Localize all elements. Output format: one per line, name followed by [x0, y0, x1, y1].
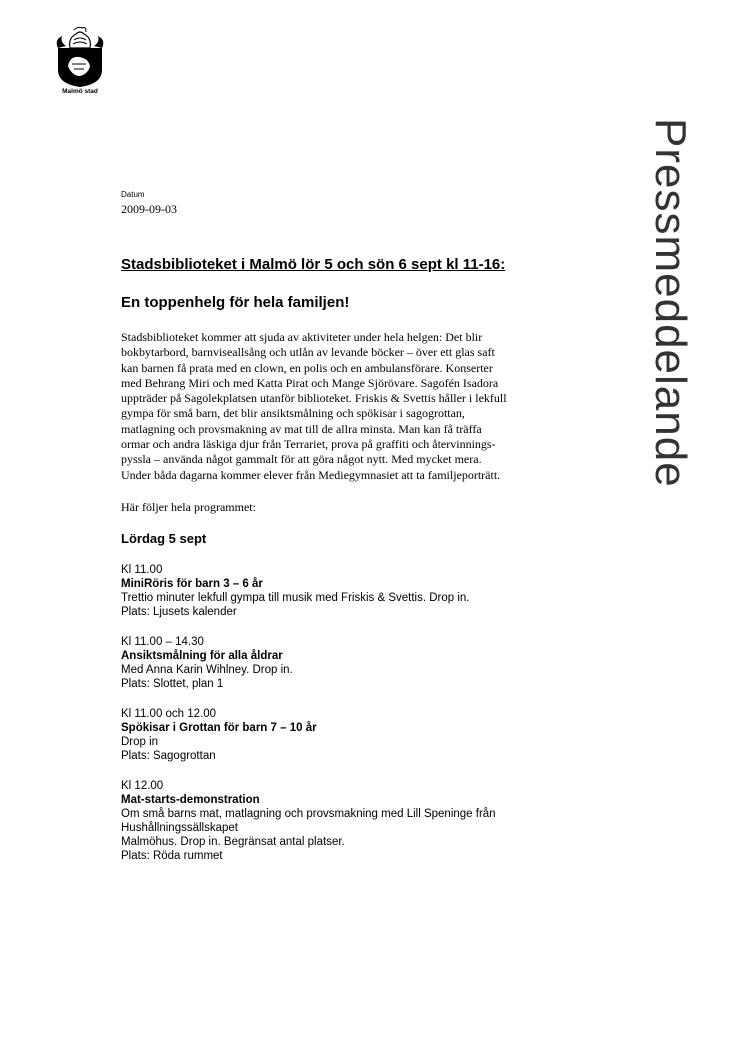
event-detail: Drop in [121, 735, 159, 748]
lead-line: ormar och andra läskiga djur från Terrariet, prova på graffiti och återvinnings- [121, 437, 496, 452]
program-intro: Här följer hela programmet: [121, 499, 256, 514]
date-label: Datum [121, 190, 145, 199]
city-coat-of-arms-icon [52, 26, 108, 88]
event-title: Ansiktsmålning för alla åldrar [121, 649, 283, 662]
day-heading: Lördag 5 sept [121, 530, 207, 546]
event-title: Mat-starts-demonstration [121, 793, 260, 806]
event-location: Plats: Röda rummet [121, 849, 223, 862]
lead-line: Stadsbiblioteket kommer att sjuda av aktiviteter under hela helgen: Det blir [121, 330, 483, 344]
lead-line: matlagning och provsmakning av mat till de allra minsta. Man kan få träffa [121, 421, 482, 436]
document-body [121, 190, 621, 863]
event-detail: Hushållningssällskapet [121, 821, 238, 834]
lead-line: bokbytarbord, barnviseallsång och utlån av levande böcker – över ett glas saft [121, 345, 495, 360]
press-release-side-label [646, 118, 699, 558]
lead-line: pyssla – använda något gammalt för att göra något nytt. Med mycket mera. [121, 452, 482, 467]
event-list [121, 563, 621, 863]
event-time: Kl 12.00 [121, 779, 164, 792]
event-item [121, 635, 621, 691]
event-time: Kl 11.00 – 14.30 [121, 635, 204, 648]
malmo-stad-logo [52, 26, 108, 98]
event-location: Plats: Ljusets kalender [121, 605, 237, 618]
lead-line: uppträder på Sagolekplatsen utanför biblioteket. Friskis & Svettis håller i lekfull [121, 391, 507, 406]
event-location: Plats: Slottet, plan 1 [121, 677, 224, 690]
event-detail: Trettio minuter lekfull gympa till musik med Friskis & Svettis. Drop in. [121, 591, 470, 604]
event-item [121, 563, 621, 619]
lead-line: kan barnen få prata med en clown, en polis och en ambulansförare. Konserter [121, 360, 493, 375]
event-title: MiniRöris för barn 3 – 6 år [121, 577, 263, 590]
event-title: Spökisar i Grottan för barn 7 – 10 år [121, 721, 317, 734]
lead-line: med Behrang Miri och med Katta Pirat och Mange Sjörövare. Sagofén Isadora [121, 375, 499, 390]
lead-line: Under båda dagarna kommer elever från Mediegymnasiet att ta familjeporträtt. [121, 467, 501, 482]
subheadline: En toppenhelg för hela familjen! [121, 294, 350, 311]
logo-caption: Malmö stad [62, 88, 98, 95]
headline: Stadsbiblioteket i Malmö lör 5 och sön 6 sept kl 11-16: [121, 256, 506, 273]
event-detail: Om små barns mat, matlagning och provsmakning med Lill Speninge från [121, 807, 496, 820]
event-item [121, 707, 621, 763]
lead-line: gympa för små barn, det blir ansiktsmålning och spökisar i sagogrottan, [121, 406, 465, 421]
side-label-text: Pressmeddelande [646, 118, 695, 488]
event-time: Kl 11.00 och 12.00 [121, 707, 217, 720]
event-detail: Med Anna Karin Wihlney. Drop in. [121, 663, 293, 676]
lead-paragraph [121, 330, 621, 483]
date-value: 2009-09-03 [121, 202, 177, 216]
event-time: Kl 11.00 [121, 563, 163, 576]
event-detail: Malmöhus. Drop in. Begränsat antal platser. [121, 835, 345, 848]
event-item [121, 779, 621, 863]
event-location: Plats: Sagogrottan [121, 749, 216, 762]
